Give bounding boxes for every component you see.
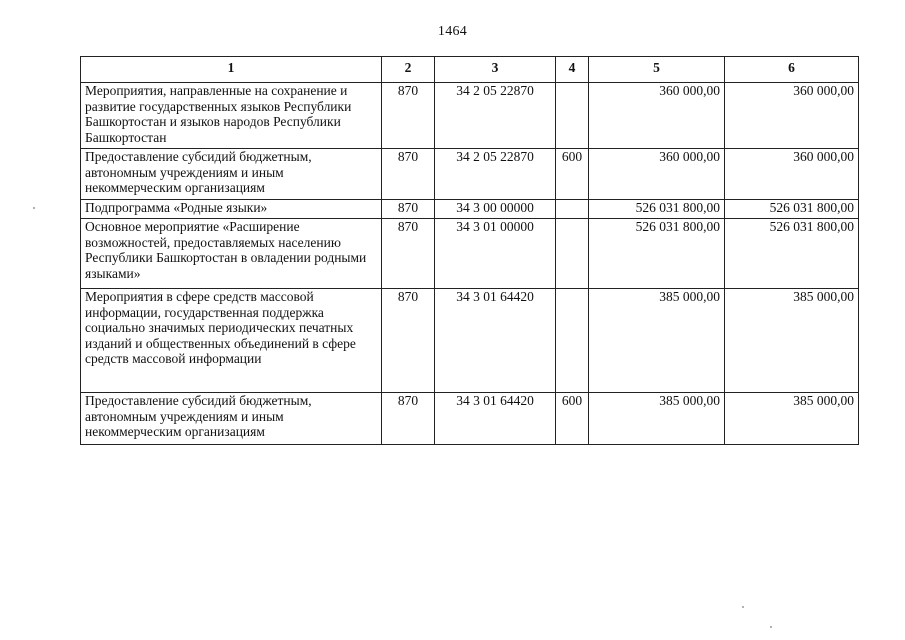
row-target-article: 34 2 05 22870	[435, 83, 556, 149]
row-expense-type: 600	[556, 149, 589, 200]
row-amount-1: 526 031 800,00	[589, 219, 725, 289]
row-target-article: 34 3 01 64420	[435, 393, 556, 445]
header-col-2: 2	[382, 57, 435, 83]
table-row	[81, 289, 859, 393]
row-code: 870	[382, 200, 435, 219]
row-target-article: 34 3 00 00000	[435, 200, 556, 219]
row-expense-type	[556, 289, 589, 393]
row-target-article: 34 3 01 64420	[435, 289, 556, 393]
scan-speck	[770, 626, 772, 628]
row-amount-2: 526 031 800,00	[725, 219, 859, 289]
row-code: 870	[382, 393, 435, 445]
row-amount-1: 360 000,00	[589, 149, 725, 200]
table-header-row	[81, 57, 859, 83]
page-number: 1464	[437, 24, 468, 39]
row-code: 870	[382, 83, 435, 149]
row-name: Подпрограмма «Родные языки»	[81, 200, 382, 219]
header-col-3: 3	[435, 57, 556, 83]
row-name: Предоставление субсидий бюджетным, автономным учреждениям и иным некоммерческим организациям	[81, 393, 382, 445]
row-expense-type: 600	[556, 393, 589, 445]
header-col-6: 6	[725, 57, 859, 83]
row-amount-2: 360 000,00	[725, 149, 859, 200]
row-amount-2: 385 000,00	[725, 393, 859, 445]
header-col-4: 4	[556, 57, 589, 83]
row-expense-type	[556, 200, 589, 219]
table-row	[81, 83, 859, 149]
row-name: Мероприятия, направленные на сохранение и развитие государственных языков Республики Башкортостан и языков народов Республики Башкортостан	[81, 83, 382, 149]
row-code: 870	[382, 149, 435, 200]
row-amount-2: 360 000,00	[725, 83, 859, 149]
row-name: Мероприятия в сфере средств массовой информации, государственная поддержка социально значимых периодических печатных изданий и общественных объединений в сфере средств массовой информации	[81, 289, 382, 393]
row-expense-type	[556, 219, 589, 289]
header-col-5: 5	[589, 57, 725, 83]
row-amount-1: 385 000,00	[589, 289, 725, 393]
row-name: Основное мероприятие «Расширение возможностей, предоставляемых населению Республики Башкортостан в овладении родными языками»	[81, 219, 382, 289]
table-row	[81, 149, 859, 200]
row-amount-1: 360 000,00	[589, 83, 725, 149]
table-row	[81, 219, 859, 289]
scan-speck	[33, 207, 35, 209]
table-row	[81, 393, 859, 445]
header-col-1: 1	[81, 57, 382, 83]
row-name: Предоставление субсидий бюджетным, автономным учреждениям и иным некоммерческим организациям	[81, 149, 382, 200]
row-target-article: 34 3 01 00000	[435, 219, 556, 289]
row-amount-1: 385 000,00	[589, 393, 725, 445]
row-code: 870	[382, 219, 435, 289]
row-amount-2: 385 000,00	[725, 289, 859, 393]
scan-speck	[742, 606, 744, 608]
row-target-article: 34 2 05 22870	[435, 149, 556, 200]
table-row	[81, 200, 859, 219]
row-expense-type	[556, 83, 589, 149]
row-code: 870	[382, 289, 435, 393]
row-amount-2: 526 031 800,00	[725, 200, 859, 219]
budget-table	[80, 56, 859, 445]
row-amount-1: 526 031 800,00	[589, 200, 725, 219]
